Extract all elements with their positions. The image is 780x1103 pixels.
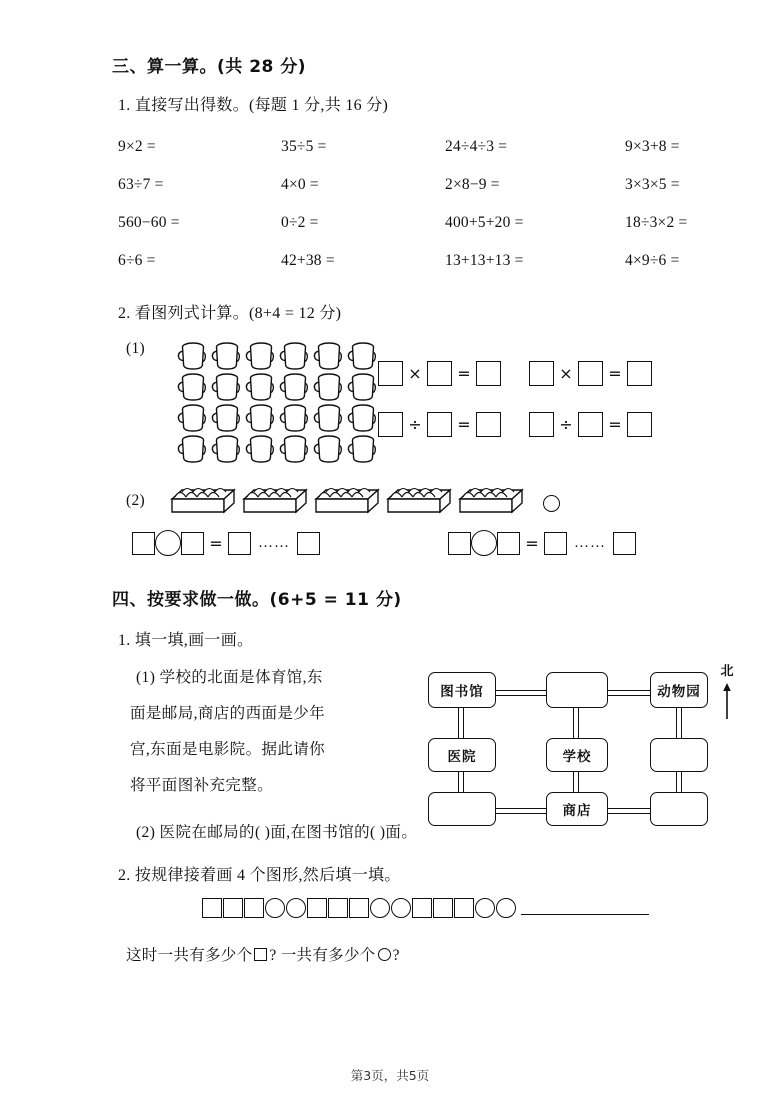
pattern-answer-blank[interactable]: [521, 901, 649, 915]
fill-equation-row-left: [132, 530, 320, 556]
pattern-square-icon: [244, 898, 264, 918]
operator-divide: ÷: [559, 415, 573, 434]
answer-box[interactable]: [297, 532, 320, 555]
cup-icon: [278, 340, 312, 371]
pattern-square-icon: [307, 898, 327, 918]
cup-icon: [210, 340, 244, 371]
answer-box[interactable]: [476, 361, 501, 386]
operator-circle-box[interactable]: [543, 495, 560, 512]
answer-box[interactable]: [529, 412, 554, 437]
answer-box[interactable]: [427, 361, 452, 386]
cup-icon: [312, 371, 346, 402]
arithmetic-problem: 18÷3×2 =: [625, 214, 688, 231]
map-cell-school[interactable]: 学校: [546, 738, 608, 772]
map-cell-zoo[interactable]: 动物园: [650, 672, 708, 708]
north-compass: [712, 660, 742, 721]
bread-tray-icon: [386, 485, 452, 517]
bread-tray-icon: [314, 485, 380, 517]
pattern-circle-icon: [370, 898, 390, 918]
arithmetic-problem: 6÷6 =: [118, 252, 156, 269]
cup-icon: [346, 433, 380, 464]
bread-tray-icon: [458, 485, 524, 517]
cup-icon: [244, 402, 278, 433]
cup-icon: [210, 402, 244, 433]
pattern-circle-icon: [391, 898, 411, 918]
square-shape-icon: [254, 948, 267, 961]
equals-sign: =: [608, 415, 622, 434]
section-4-q2-heading: 2. 按规律接着画 4 个图形,然后填一填。: [118, 867, 401, 884]
pattern-square-icon: [223, 898, 243, 918]
map-cell-empty-bottom-left[interactable]: [428, 792, 496, 826]
road-horizontal: [496, 808, 548, 814]
cup-icon: [244, 371, 278, 402]
arithmetic-problem: 24÷4÷3 =: [445, 138, 508, 155]
cup-icon: [312, 433, 346, 464]
bread-tray-icon: [242, 485, 308, 517]
answer-box[interactable]: [476, 412, 501, 437]
q2-question-prefix: 这时一共有多少个: [126, 947, 253, 964]
cup-icon: [176, 433, 210, 464]
road-horizontal: [496, 690, 548, 696]
section-3-q2-heading: 2. 看图列式计算。(8+4 = 12 分): [118, 305, 342, 322]
arithmetic-problem: 9×3+8 =: [625, 138, 680, 155]
arithmetic-problem: 4×0 =: [281, 176, 319, 193]
cup-icon: [346, 340, 380, 371]
arithmetic-problem: 13+13+13 =: [445, 252, 524, 269]
equals-sign: =: [608, 364, 622, 383]
cup-icon: [312, 402, 346, 433]
map-cell-empty-top-center[interactable]: [546, 672, 608, 708]
q1-part2-text: (2) 医院在邮局的( )面,在图书馆的( )面。: [136, 824, 418, 841]
answer-box[interactable]: [529, 361, 554, 386]
q2-question-mid: ? 一共有多少个: [269, 947, 376, 964]
pattern-square-icon: [349, 898, 369, 918]
page-footer: 第3页，共5页: [350, 1068, 430, 1083]
map-cell-empty-bottom-right[interactable]: [650, 792, 708, 826]
arithmetic-problem: 400+5+20 =: [445, 214, 524, 231]
bread-tray-icon: [170, 485, 236, 517]
q1-text-line: (1) 学校的北面是体育馆,东: [136, 669, 323, 686]
equation-row-multiply: [378, 361, 652, 386]
pattern-square-icon: [454, 898, 474, 918]
north-label: 北: [720, 664, 734, 679]
ellipsis-dots: ……: [258, 534, 290, 551]
cup-icon: [278, 371, 312, 402]
pattern-circle-icon: [496, 898, 516, 918]
pattern-square-icon: [328, 898, 348, 918]
q2-question-text: [126, 943, 400, 965]
pattern-square-icon: [412, 898, 432, 918]
equation-row-divide: [378, 412, 652, 437]
equals-sign: =: [457, 415, 471, 434]
arithmetic-problem: 3×3×5 =: [625, 176, 680, 193]
section-4-q1-heading: 1. 填一填,画一画。: [118, 632, 254, 649]
arithmetic-problem: 42+38 =: [281, 252, 335, 269]
answer-box[interactable]: [578, 412, 603, 437]
north-arrow-icon: [719, 681, 735, 721]
equals-sign: =: [209, 533, 223, 553]
pattern-circle-icon: [265, 898, 285, 918]
fill-equation-row-right: [448, 530, 636, 556]
map-cell-library[interactable]: 图书馆: [428, 672, 496, 708]
pattern-circle-icon: [286, 898, 306, 918]
cup-icon: [176, 371, 210, 402]
cup-icon: [346, 371, 380, 402]
answer-box[interactable]: [228, 532, 251, 555]
operator-circle-box[interactable]: [155, 530, 181, 556]
answer-box[interactable]: [627, 412, 652, 437]
cup-icon: [210, 433, 244, 464]
answer-box[interactable]: [448, 532, 471, 555]
cup-icon: [176, 340, 210, 371]
answer-box[interactable]: [427, 412, 452, 437]
cup-icon: [176, 402, 210, 433]
arithmetic-problem: 35÷5 =: [281, 138, 327, 155]
q1-text-line: 面是邮局,商店的西面是少年: [130, 705, 326, 722]
map-cell-store[interactable]: 商店: [546, 792, 608, 826]
answer-box[interactable]: [132, 532, 155, 555]
arithmetic-problem: 9×2 =: [118, 138, 156, 155]
map-cell-empty-middle-right[interactable]: [650, 738, 708, 772]
cup-icon: [244, 340, 278, 371]
map-cell-hospital[interactable]: 医院: [428, 738, 496, 772]
arithmetic-problem: 4×9÷6 =: [625, 252, 680, 269]
answer-box[interactable]: [578, 361, 603, 386]
section-4-heading: 四、按要求做一做。(6+5 = 11 分): [112, 590, 402, 610]
cup-icon: [210, 371, 244, 402]
answer-box[interactable]: [378, 361, 403, 386]
q2-question-suffix: ?: [392, 947, 400, 964]
cup-icon: [244, 433, 278, 464]
q2-part1-label: (1): [126, 340, 145, 357]
answer-box[interactable]: [544, 532, 567, 555]
operator-divide: ÷: [408, 415, 422, 434]
operator-multiply: ×: [559, 364, 573, 383]
cup-icon: [278, 402, 312, 433]
arithmetic-problem: 2×8−9 =: [445, 176, 500, 193]
pattern-square-icon: [202, 898, 222, 918]
answer-box[interactable]: [613, 532, 636, 555]
answer-box[interactable]: [181, 532, 204, 555]
ellipsis-dots: ……: [574, 534, 606, 551]
answer-box[interactable]: [627, 361, 652, 386]
cups-illustration: [176, 340, 380, 464]
answer-box[interactable]: [378, 412, 403, 437]
q2-part2-label: (2): [126, 492, 145, 509]
bread-trays-illustration: [170, 485, 560, 517]
section-3-heading: 三、算一算。(共 28 分): [112, 57, 307, 77]
arithmetic-problem: 560−60 =: [118, 214, 180, 231]
pattern-square-icon: [433, 898, 453, 918]
section-3-q1-heading: 1. 直接写出得数。(每题 1 分,共 16 分): [118, 97, 389, 114]
arithmetic-problems-grid: [118, 128, 718, 280]
cup-icon: [312, 340, 346, 371]
circle-shape-icon: [378, 948, 391, 961]
location-map-diagram: [428, 668, 701, 819]
answer-box[interactable]: [497, 532, 520, 555]
equals-sign: =: [457, 364, 471, 383]
operator-multiply: ×: [408, 364, 422, 383]
equals-sign: =: [525, 533, 539, 553]
pattern-circle-icon: [475, 898, 495, 918]
q1-text-line: 将平面图补充完整。: [130, 777, 274, 794]
cup-icon: [346, 402, 380, 433]
arithmetic-problem: 0÷2 =: [281, 214, 319, 231]
shape-pattern-sequence: [202, 898, 649, 918]
arithmetic-problem: 63÷7 =: [118, 176, 164, 193]
cup-icon: [278, 433, 312, 464]
q1-text-line: 宫,东面是电影院。据此请你: [130, 741, 326, 758]
operator-circle-box[interactable]: [471, 530, 497, 556]
